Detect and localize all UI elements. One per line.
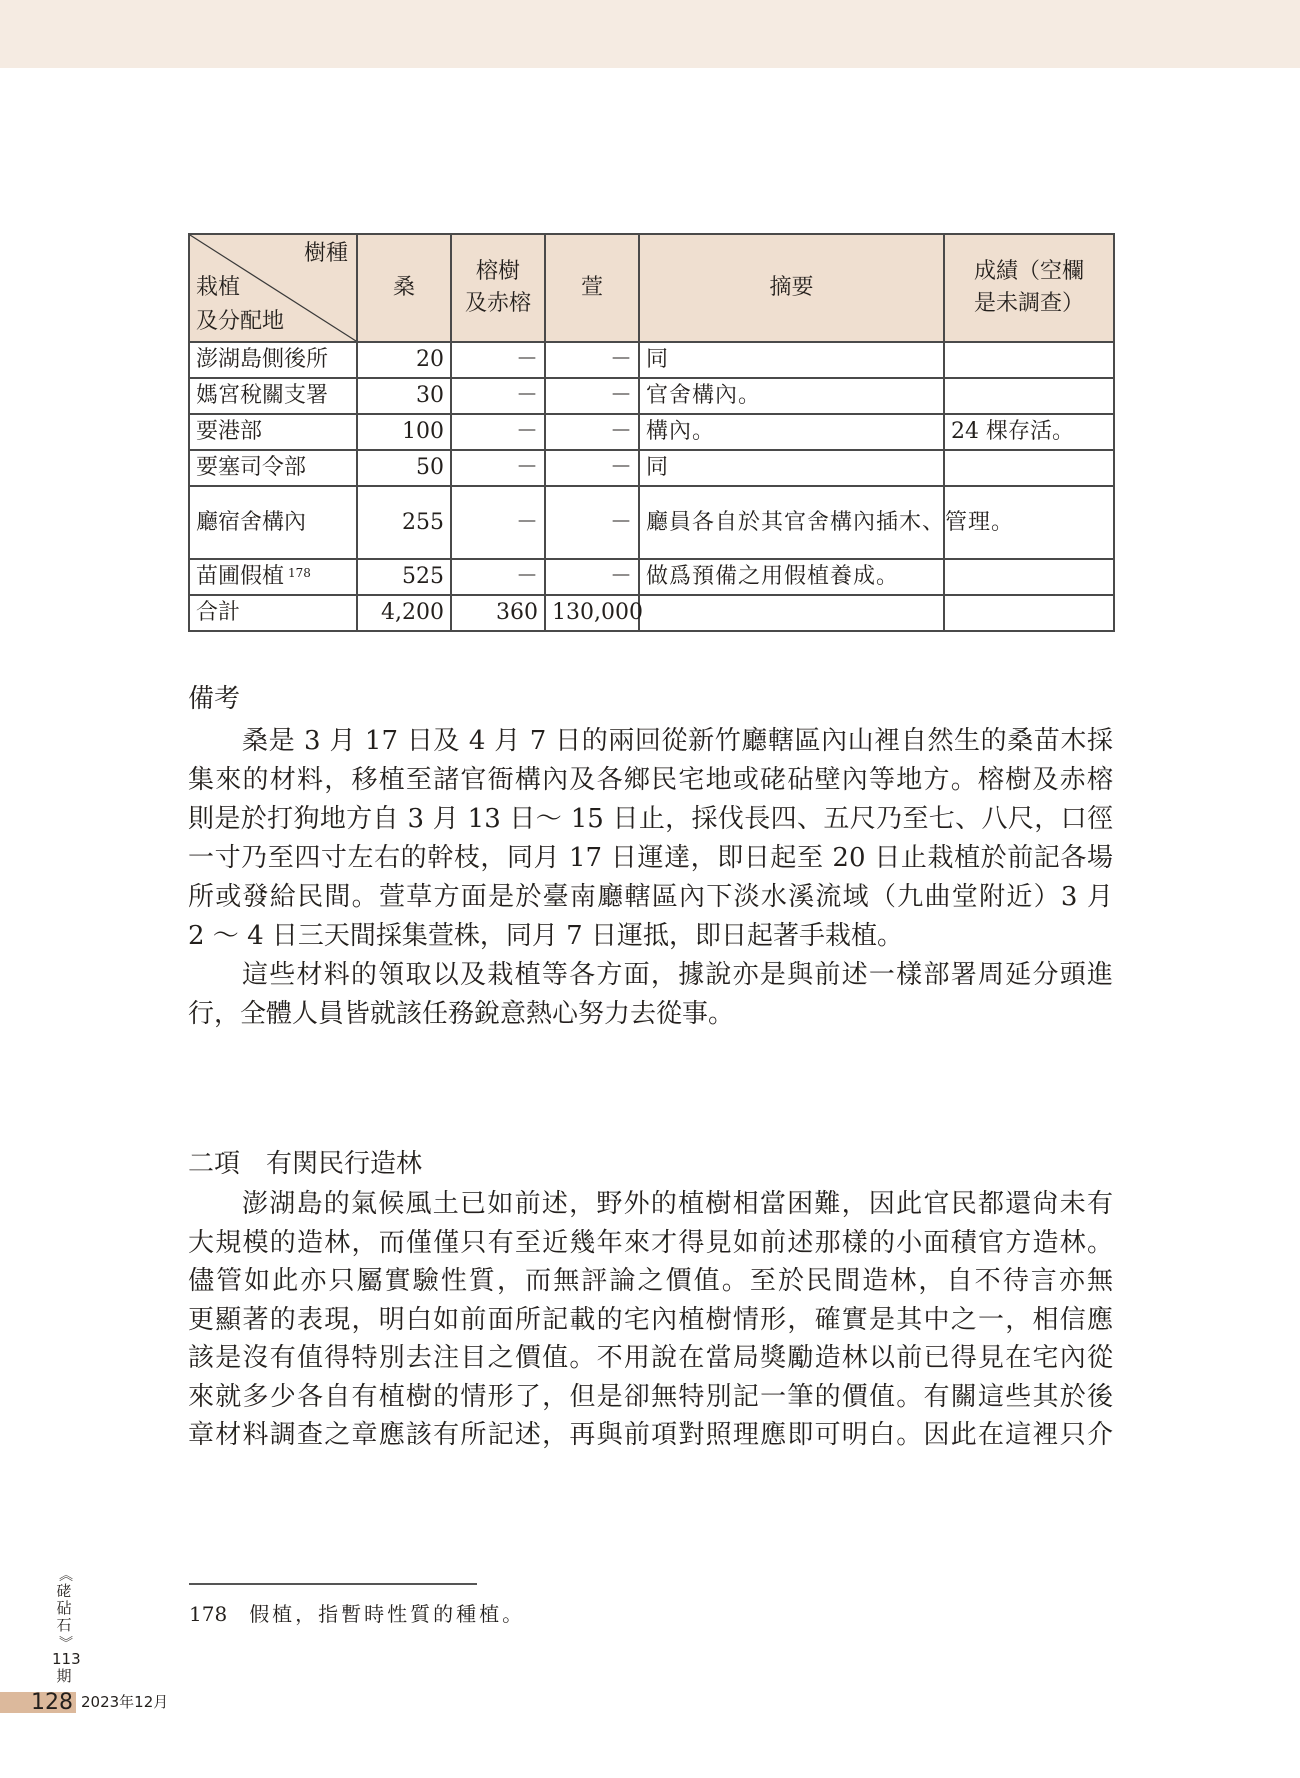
header-banyan-line2: 及赤榕 [464,291,531,316]
cell-banyan-text: － [515,347,538,372]
cell-mulberry-text: 4,200 [381,600,444,625]
cell-place [189,342,357,378]
header-banyan [451,234,545,342]
header-result [944,234,1114,342]
header-summary [639,234,944,342]
cell-daylily-text: － [609,509,632,535]
section-2-number: 二項 [188,1149,241,1179]
section-2-line: 儘管如此亦只屬實驗性質，而無評論之價值。至於民間造林，自不待言亦無 [188,1266,1113,1296]
cell-summary [639,595,944,631]
table-row [189,342,1114,378]
cell-summary-text: 同 [646,455,670,480]
header-mulberry-label: 桑 [392,275,415,300]
issue-number: 113 [52,1650,81,1668]
remarks-line: 桑是 3 月 17 日及 4 月 7 日的兩回從新竹廳轄區內山裡自然生的桑苗木採 [242,726,1113,756]
cell-banyan [451,595,545,631]
section-2-title: 有関民行造林 [266,1149,423,1179]
cell-place-text: 媽宮稅關支署 [196,383,329,408]
cell-mulberry [357,486,451,559]
header-planting: 栽植 [196,275,241,300]
cell-mulberry-text: 50 [416,455,444,480]
cell-summary [639,559,944,595]
cell-mulberry-text: 525 [402,564,444,589]
remarks-line: 一寸乃至四寸左右的幹枝，同月 17 日運達，即日起至 20 日止栽植於前記各場 [188,843,1113,873]
page-number: 128 [0,1692,76,1713]
header-daylily [545,234,639,342]
table-row [189,486,1114,559]
cell-mulberry-text: 255 [402,509,444,535]
journal-open-bracket: 《 [56,1567,73,1582]
cell-daylily-text: － [609,564,632,589]
cell-mulberry-text: 30 [416,383,444,408]
cell-banyan-text: － [515,564,538,589]
cell-banyan [451,414,545,450]
remarks-line: 2 ～ 4 日三天間採集萱株，同月 7 日運抵，即日起著手栽植。 [188,921,903,951]
cell-summary [639,486,1015,559]
cell-summary-text: 同 [646,347,670,372]
section-2-line: 大規模的造林，而僅僅只有至近幾年來才得見如前述那樣的小面積官方造林。 [188,1228,1113,1258]
cell-result-text: 24 棵存活。 [951,419,1074,444]
cell-banyan-text: 360 [496,600,538,625]
table-row [189,414,1114,450]
cell-banyan-text: － [515,509,538,535]
remarks-heading: 備考 [188,684,241,714]
header-result-line1: 成績（空欄 [973,259,1084,284]
cell-place-text: 要港部 [196,419,263,444]
cell-summary-text: 官舍構內。 [646,383,762,408]
cell-result [944,378,1114,414]
cell-mulberry [357,559,451,595]
cell-daylily [545,486,639,559]
journal-close-bracket: 》 [56,1635,73,1650]
cell-result [944,342,1114,378]
header-corner-cell [189,234,357,342]
cell-banyan [451,486,545,559]
section-2-line: 澎湖島的氣候風土已如前述，野外的植樹相當困難，因此官民都還尙未有 [242,1189,1113,1219]
cell-place-text: 合計 [196,600,241,625]
footnote-text: 假植，指暫時性質的種植。 [249,1602,526,1626]
cell-daylily [545,595,643,631]
remarks-line: 則是於打狗地方自 3 月 13 日～ 15 日止，採伐長四、五尺乃至七、八尺，口徑 [188,804,1113,834]
publication-date: 2023年12月 [81,1693,169,1711]
cell-mulberry [357,414,451,450]
table-row [189,559,1114,595]
footnote-ref[interactable]: 178 [288,566,311,580]
footnote [189,1598,525,1627]
cell-daylily [545,342,639,378]
cell-place [189,559,357,595]
journal-char: 石 [56,1616,72,1634]
cell-place-text: 要塞司令部 [196,455,307,480]
cell-result [944,595,1114,631]
cell-place [189,486,357,559]
table-row [189,595,1114,631]
cell-banyan [451,559,545,595]
cell-summary [639,378,944,414]
cell-mulberry [357,342,451,378]
remarks-line: 這些材料的領取以及栽植等各方面，據說亦是與前述一樣部署周延分頭進 [242,960,1113,990]
cell-place-text: 澎湖島側後所 [196,347,329,372]
header-mulberry [357,234,451,342]
cell-banyan-text: － [515,455,538,480]
cell-summary [639,342,944,378]
table-row [189,378,1114,414]
cell-place [189,378,357,414]
remarks-line: 集來的材料，移植至諸官衙構內及各鄉民宅地或硓砧壁內等地方。榕樹及赤榕 [188,765,1113,795]
cell-daylily [545,450,639,486]
cell-summary-text: 構內。 [646,419,716,444]
cell-place [189,595,357,631]
header-daylily-label: 萱 [580,275,603,300]
cell-mulberry [357,378,451,414]
cell-place-text: 廳宿舍構內 [196,509,307,535]
cell-place [189,414,357,450]
table-row [189,450,1114,486]
cell-daylily-text: － [609,347,632,372]
cell-daylily [545,378,639,414]
journal-title-vertical [52,1566,81,1685]
footnote-number: 178 [189,1602,228,1626]
cell-mulberry [357,595,451,631]
cell-banyan-text: － [515,383,538,408]
header-result-line2: 是未調查） [973,291,1084,316]
cell-result [944,414,1114,450]
cell-mulberry [357,450,451,486]
section-2-line: 章材料調查之章應該有所記述，再與前項對照理應即可明白。因此在這裡只介 [188,1420,1113,1450]
cell-banyan [451,378,545,414]
issue-suffix: 期 [56,1667,72,1685]
planting-table [188,233,1115,632]
cell-daylily-text: － [609,383,632,408]
section-2-heading [188,1145,422,1184]
footnote-divider [189,1583,477,1585]
header-summary-label: 摘要 [769,275,814,300]
cell-summary-text: 做爲預備之用假植養成。 [646,564,900,589]
cell-summary [639,450,944,486]
journal-char: 砧 [56,1599,72,1617]
remarks-line: 所或發給民間。萱草方面是於臺南廳轄區內下淡水溪流域（九曲堂附近）3 月 [188,882,1113,912]
cell-daylily [545,559,639,595]
section-2-line: 更顯著的表現，明白如前面所記載的宅內植樹情形，確實是其中之一，相信應 [188,1305,1113,1335]
header-tree-species: 樹種 [303,241,348,266]
table-header-row [189,234,1114,342]
cell-daylily-text: － [609,419,632,444]
cell-place [189,450,357,486]
cell-daylily-text: 130,000 [552,600,643,625]
cell-banyan [451,342,545,378]
cell-mulberry-text: 100 [402,419,444,444]
cell-summary [639,414,944,450]
cell-mulberry-text: 20 [416,347,444,372]
cell-banyan-text: － [515,419,538,444]
section-2-line: 該是沒有值得特別去注目之價值。不用說在當局獎勵造林以前已得見在宅內從 [188,1343,1113,1373]
cell-result [944,559,1114,595]
header-distribution: 及分配地 [196,309,285,334]
cell-daylily-text: － [609,455,632,480]
cell-banyan [451,450,545,486]
section-2-line: 來就多少各自有植樹的情形了，但是卻無特別記一筆的價值。有關這些其於後 [188,1382,1113,1412]
cell-summary-text: 廳員各自於其官舍構內插木、管理。 [646,509,1015,535]
cell-result [944,450,1114,486]
journal-char: 硓 [56,1582,72,1600]
cell-place-text: 苗圃假植 [196,564,285,589]
remarks-line: 行，全體人員皆就該任務銳意熱心努力去從事。 [188,999,735,1029]
top-header-band [0,0,1300,68]
cell-daylily [545,414,639,450]
header-banyan-line1: 榕樹 [475,259,520,284]
